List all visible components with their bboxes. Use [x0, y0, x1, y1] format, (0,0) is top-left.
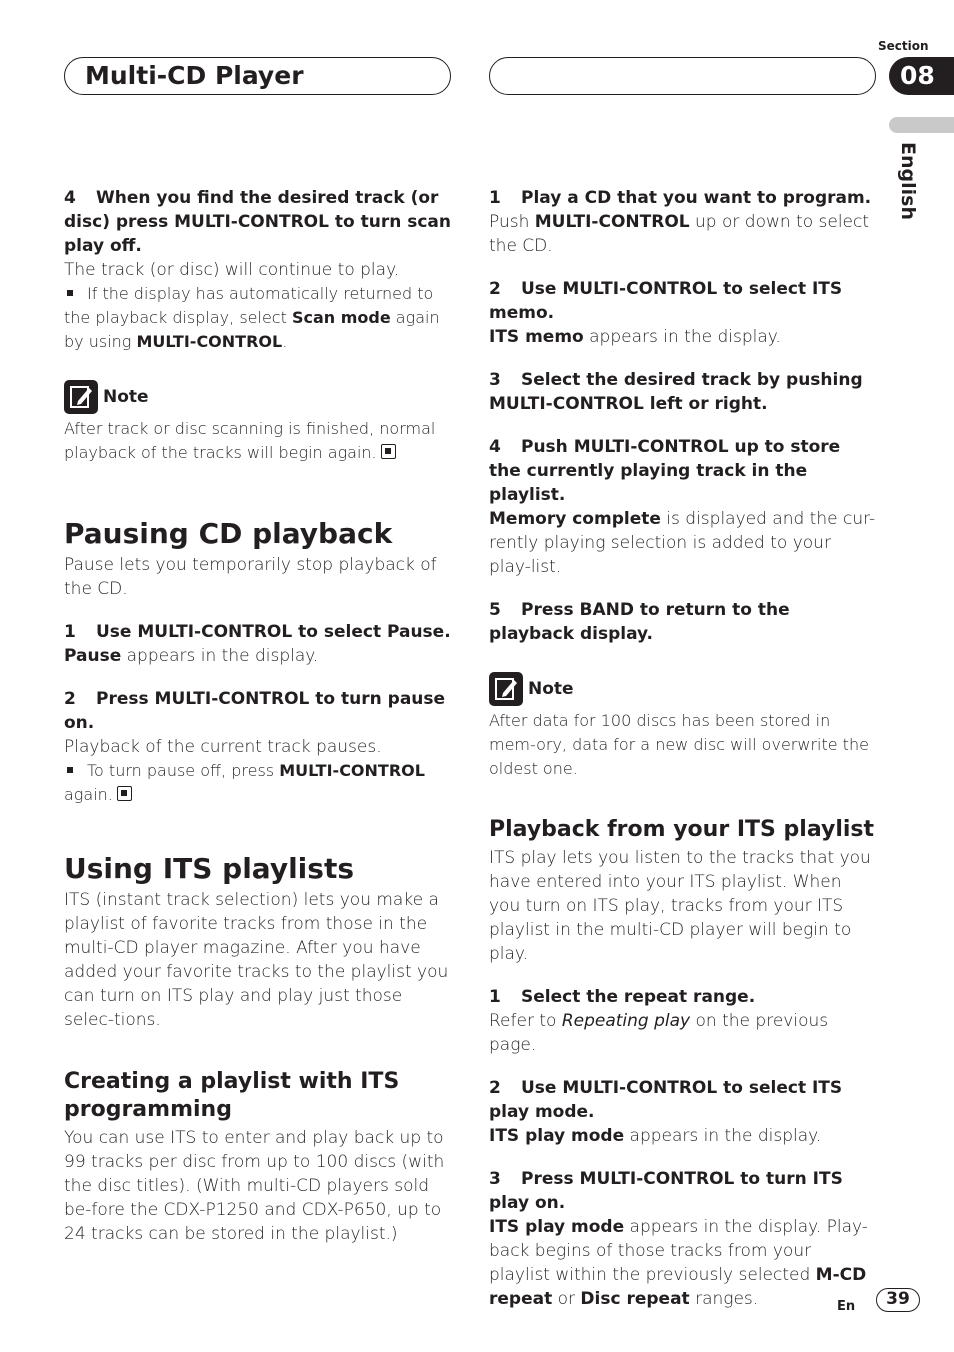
- step-body: ITS memo appears in the display.: [489, 327, 781, 347]
- step-heading: 4 When you find the desired track (or disc) press MULTI-CONTROL to turn scan play off.: [64, 188, 452, 256]
- section-number-badge: 08: [889, 57, 954, 95]
- step-body: Memory complete is displayed and the cur-rently playing selection is added to your play-list.: [489, 509, 876, 577]
- step-body: Refer to Repeating play on the previous page.: [489, 1011, 829, 1055]
- page-number: 39: [876, 1288, 920, 1312]
- note-text: After track or disc scanning is finished, normal playback of the tracks will begin again.: [64, 419, 436, 462]
- step-heading: 2 Use MULTI-CONTROL to select ITS play mode.: [489, 1078, 843, 1122]
- step-heading: 2 Use MULTI-CONTROL to select ITS memo.: [489, 279, 843, 323]
- bullet-square-icon: [67, 767, 73, 773]
- pencil-note-icon: [489, 672, 523, 706]
- end-mark-icon: [381, 444, 396, 459]
- step-heading: 5 Press BAND to return to the playback display.: [489, 600, 790, 644]
- subsection-heading-creating: Creating a playlist with ITS programming: [64, 1069, 400, 1122]
- language-tab: [889, 117, 954, 133]
- language-label: English: [897, 142, 919, 220]
- right-column: [489, 186, 877, 1311]
- step-heading: 3 Press MULTI-CONTROL to turn ITS play on.: [489, 1169, 843, 1213]
- left-column: [64, 186, 452, 1246]
- subsection-heading-playback: Playback from your ITS playlist: [489, 817, 875, 842]
- note-text: After data for 100 discs has been stored in mem-ory, data for a new disc will overwrite the oldest one.: [489, 711, 869, 778]
- page-title: Multi-CD Player: [85, 61, 304, 90]
- section-label: Section: [878, 39, 929, 53]
- header-empty-frame: [489, 57, 876, 95]
- step-body: ITS play mode appears in the display.: [489, 1126, 822, 1146]
- step-body: Playback of the current track pauses.: [64, 737, 382, 757]
- step-body: ITS play mode appears in the display. Play-back begins of those tracks from your playlist within the previously selected M-CD repeat or Disc repeat ranges.: [489, 1217, 868, 1309]
- section-intro: ITS (instant track selection) lets you make a playlist of favorite tracks from those in the multi-CD player magazine. After you have added your favorite tracks to the playlist you can turn on ITS play and play just those selec-tions.: [64, 890, 449, 1030]
- step-body: The track (or disc) will continue to play.: [64, 260, 400, 280]
- footer-language-code: En: [837, 1299, 856, 1314]
- section-heading-pausing: Pausing CD playback: [64, 517, 393, 550]
- note-label: Note: [528, 679, 574, 699]
- subsection-body: ITS play lets you listen to the tracks that you have entered into your ITS playlist. When you turn on ITS play, tracks from your ITS playlist in the multi-CD player will begin to play.: [489, 848, 871, 964]
- note-header: [489, 672, 877, 706]
- note-header: [64, 380, 452, 414]
- section-heading-its: Using ITS playlists: [64, 852, 354, 885]
- step-heading: 4 Push MULTI-CONTROL up to store the currently playing track in the playlist.: [489, 437, 841, 505]
- subsection-body: You can use ITS to enter and play back up to 99 tracks per disc from up to 100 discs (with the disc titles). (With multi-CD players sold be-fore the CDX-P1250 and CDX-P650, up to 24 tracks can be stored in the playlist.): [64, 1128, 445, 1244]
- step-heading: 3 Select the desired track by pushing MULTI-CONTROL left or right.: [489, 370, 863, 414]
- step-body: Pause appears in the display.: [64, 646, 319, 666]
- pencil-note-icon: [64, 380, 98, 414]
- step-heading: 1 Use MULTI-CONTROL to select Pause.: [64, 622, 451, 642]
- step-heading: 1 Select the repeat range.: [489, 987, 756, 1007]
- step-heading: 1 Play a CD that you want to program.: [489, 188, 872, 208]
- end-mark-icon: [117, 786, 132, 801]
- section-intro: Pause lets you temporarily stop playback of the CD.: [64, 555, 437, 599]
- step-body: Push MULTI-CONTROL up or down to select the CD.: [489, 212, 870, 256]
- note-label: Note: [103, 387, 149, 407]
- bullet-item: To turn pause off, press MULTI-CONTROL again.: [64, 761, 425, 804]
- header-title-frame: [64, 57, 451, 95]
- bullet-item: If the display has automatically returned to the playback display, select Scan mode again by using MULTI-CONTROL.: [64, 284, 440, 351]
- step-heading: 2 Press MULTI-CONTROL to turn pause on.: [64, 689, 446, 733]
- bullet-square-icon: [67, 290, 73, 296]
